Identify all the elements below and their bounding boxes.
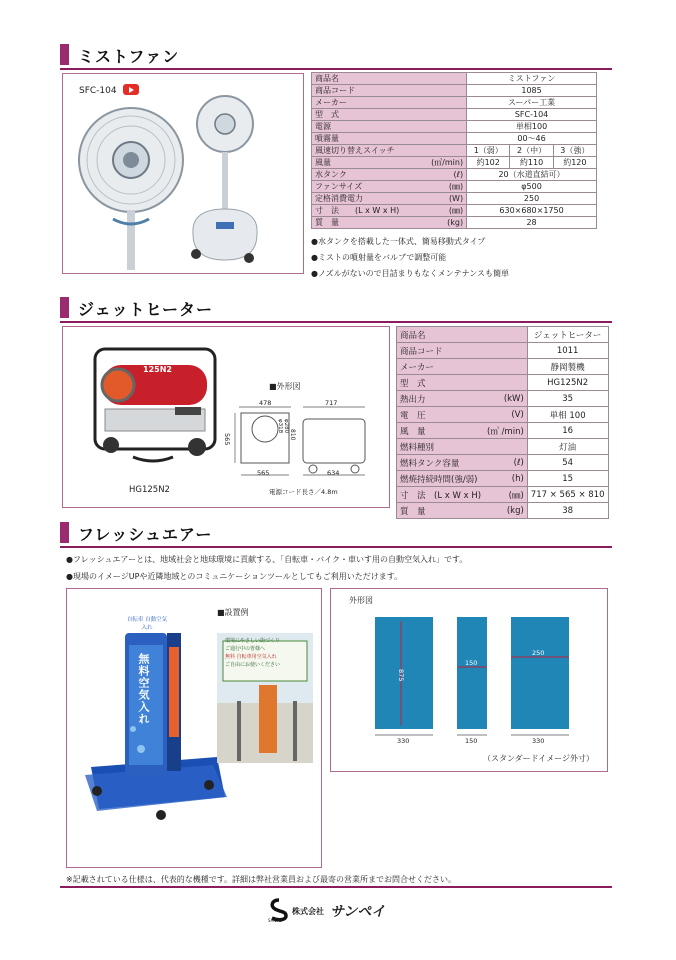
logo-sub: SANPEI (268, 918, 283, 923)
jet-spec-table (396, 326, 609, 519)
bullet-text: ●現場のイメージUPや近隣地域とのコミュニケーションツールとしてもご利用いただけます。 (66, 572, 403, 581)
dim-label: φ280 (283, 419, 289, 434)
bullet-text: ●ノズルがないので目詰まりもなくメンテナンスも簡単 (311, 269, 510, 278)
bullet-text: ●フレッシュエアーとは、地域社会と地球環境に貢献する、「自転車・バイク・車いす用の自動空気入れ」です。 (66, 555, 468, 564)
table-row: 燃料種別 灯油 (397, 439, 609, 455)
dim-label: 717 (325, 399, 338, 407)
table-row: 燃焼持続時間(強/弱) (h) 15 (397, 471, 609, 487)
accent-bar (60, 297, 69, 318)
company-prefix: 株式会社 (292, 907, 324, 916)
dim-label: 150 (465, 737, 478, 745)
outline-title: 外形図 (349, 596, 373, 605)
accent-bar (60, 522, 69, 543)
model-label: HG125N2 (129, 485, 170, 495)
bullet-text: ●水タンクを搭載した一体式、簡易移動式タイプ (311, 237, 486, 246)
table-row: 風量 (㎥/min) 約102 約110 約120 (312, 157, 597, 169)
section-header-mist (60, 42, 612, 70)
table-row: 燃料タンク容量 (ℓ) 54 (397, 455, 609, 471)
section-header-jet (60, 295, 612, 323)
cord-note: 電源コード長さ／4.8m (269, 488, 338, 496)
dim-label: 565 (223, 433, 231, 446)
fresh-air-outline-frame (330, 588, 608, 772)
table-row: 型 式 HG125N2 (397, 375, 609, 391)
install-title: ■設置例 (217, 608, 249, 617)
model-label: SFC-104 (79, 86, 117, 96)
company-brand: サンペイ (330, 904, 386, 920)
section-title: ジェットヒーター (78, 300, 214, 319)
install-sign-line: 環境にやさしい街づくり (225, 638, 281, 644)
dim-label: 478 (259, 399, 272, 407)
table-row: メーカー スーパー工業 (312, 97, 597, 109)
table-row: 熱出力 (kW) 35 (397, 391, 609, 407)
outline-title: ■外形図 (269, 382, 301, 391)
section-header-fresh (60, 520, 612, 548)
table-row: 商品名 ジェットヒーター (397, 327, 609, 343)
table-row: 水タンク (ℓ) 20（水道直結可） (312, 169, 597, 181)
table-row: 電 圧 (V) 単相 100 (397, 407, 609, 423)
fresh-air-image-frame (66, 588, 322, 868)
dim-label: 330 (532, 737, 545, 745)
section-title: ミストファン (78, 47, 180, 66)
table-row: 商品名 ミストファン (312, 73, 597, 85)
fresh-air-illustration (67, 589, 321, 867)
install-sign-line: ご自由にお使いください (225, 662, 281, 668)
outline-caption: （スタンダードイメージ外寸） (483, 754, 595, 763)
mist-fan-illustration (63, 74, 303, 273)
table-row: 寸 法 (L x W x H) (㎜) 630×680×1750 (312, 205, 597, 217)
dim-label: φ318 (277, 419, 283, 434)
company-logo (268, 898, 408, 924)
table-row: 寸 法 (L x W x H) (㎜) 717 × 565 × 810 (397, 487, 609, 503)
dim-label: 634 (327, 469, 340, 477)
jet-heater-image-frame (62, 326, 390, 508)
dim-label: 250 (532, 649, 545, 657)
table-row: 風速切り替えスイッチ 1（弱） 2（中） 3（強） (312, 145, 597, 157)
footer-divider (60, 886, 612, 888)
dim-label: 150 (465, 659, 478, 667)
stand-tag: 自転車 自動空気入れ (126, 617, 168, 631)
table-row: 商品コード 1011 (397, 343, 609, 359)
table-row: 噴霧量 00～46 (312, 133, 597, 145)
dim-label: 810 (289, 429, 296, 441)
table-row: 商品コード 1085 (312, 85, 597, 97)
table-row: 定格消費電力 (W) 250 (312, 193, 597, 205)
jet-heater-illustration (63, 327, 389, 507)
heater-brand-text: 125N2 (143, 365, 172, 374)
dim-label: 565 (257, 469, 270, 477)
install-sign-line: 無料 自転車用空気入れ (225, 654, 277, 660)
mist-spec-table (311, 72, 597, 229)
bullet-text: ●ミストの噴射量をバルブで調整可能 (311, 253, 447, 262)
mist-fan-image-frame (62, 73, 304, 274)
table-row: 質 量 (kg) 38 (397, 503, 609, 519)
dim-label: 330 (397, 737, 410, 745)
table-row: 型 式 SFC-104 (312, 109, 597, 121)
stand-text: 無料空気入れ (137, 653, 150, 725)
accent-bar (60, 44, 69, 65)
table-row: 電源 単相100 (312, 121, 597, 133)
dim-label: 875 (397, 669, 405, 682)
table-row: ファンサイズ (㎜) φ500 (312, 181, 597, 193)
install-sign-line: ご通行中の皆様へ (225, 646, 266, 652)
table-row: メーカー 静岡製機 (397, 359, 609, 375)
table-row: 質 量 (kg) 28 (312, 217, 597, 229)
table-row: 風 量 (㎥ /min) 16 (397, 423, 609, 439)
section-title: フレッシュエアー (78, 525, 213, 544)
footer-note: ※記載されている仕様は、代表的な機種です。詳細は弊社営業員および最寄の営業所までお問合せください。 (66, 875, 457, 884)
